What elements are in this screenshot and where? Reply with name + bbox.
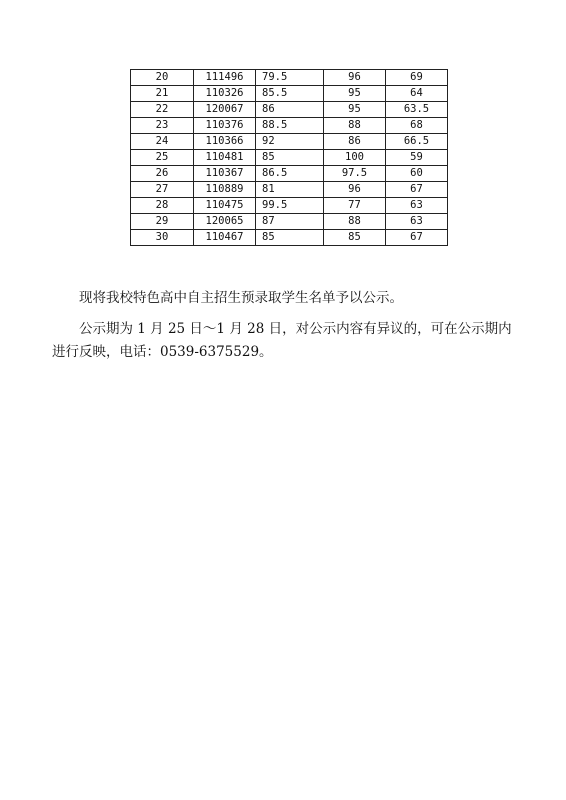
table-row (131, 214, 448, 230)
score-b-cell: 88 (324, 214, 386, 230)
score-b-cell: 77 (324, 198, 386, 214)
score-c-cell: 67 (386, 182, 448, 198)
student-id-cell: 111496 (194, 70, 256, 86)
table-body (131, 70, 448, 246)
table-row (131, 102, 448, 118)
row-number-cell: 30 (131, 230, 194, 246)
score-c-cell: 69 (386, 70, 448, 86)
score-c-cell: 63.5 (386, 102, 448, 118)
score-c-cell: 67 (386, 230, 448, 246)
score-a-cell: 81 (256, 182, 324, 198)
score-a-cell: 85 (256, 150, 324, 166)
row-number-cell: 20 (131, 70, 194, 86)
score-a-cell: 88.5 (256, 118, 324, 134)
table-row (131, 86, 448, 102)
student-id-cell: 120065 (194, 214, 256, 230)
score-b-cell: 95 (324, 102, 386, 118)
row-number-cell: 22 (131, 102, 194, 118)
row-number-cell: 25 (131, 150, 194, 166)
score-b-cell: 96 (324, 182, 386, 198)
score-c-cell: 68 (386, 118, 448, 134)
table-row (131, 134, 448, 150)
score-a-cell: 85.5 (256, 86, 324, 102)
score-c-cell: 63 (386, 214, 448, 230)
table-row (131, 182, 448, 198)
score-a-cell: 86 (256, 102, 324, 118)
score-b-cell: 85 (324, 230, 386, 246)
student-id-cell: 110467 (194, 230, 256, 246)
score-c-cell: 59 (386, 150, 448, 166)
row-number-cell: 29 (131, 214, 194, 230)
table-row (131, 166, 448, 182)
score-b-cell: 88 (324, 118, 386, 134)
row-number-cell: 26 (131, 166, 194, 182)
row-number-cell: 28 (131, 198, 194, 214)
admission-score-table (130, 69, 448, 246)
student-id-cell: 110481 (194, 150, 256, 166)
student-id-cell: 110889 (194, 182, 256, 198)
score-b-cell: 96 (324, 70, 386, 86)
student-id-cell: 110326 (194, 86, 256, 102)
table-row (131, 150, 448, 166)
score-a-cell: 79.5 (256, 70, 324, 86)
score-a-cell: 99.5 (256, 198, 324, 214)
table-row (131, 70, 448, 86)
announcement-paragraph: 现将我校特色高中自主招生预录取学生名单予以公示。 (79, 290, 403, 306)
student-id-cell: 110376 (194, 118, 256, 134)
student-id-cell: 110367 (194, 166, 256, 182)
table-row (131, 118, 448, 134)
score-a-cell: 87 (256, 214, 324, 230)
row-number-cell: 27 (131, 182, 194, 198)
student-id-cell: 120067 (194, 102, 256, 118)
score-a-cell: 85 (256, 230, 324, 246)
student-id-cell: 110475 (194, 198, 256, 214)
score-c-cell: 63 (386, 198, 448, 214)
table-row (131, 230, 448, 246)
student-id-cell: 110366 (194, 134, 256, 150)
row-number-cell: 21 (131, 86, 194, 102)
row-number-cell: 23 (131, 118, 194, 134)
score-a-cell: 86.5 (256, 166, 324, 182)
score-b-cell: 97.5 (324, 166, 386, 182)
score-c-cell: 64 (386, 86, 448, 102)
score-b-cell: 95 (324, 86, 386, 102)
publicity-period-paragraph: 公示期为 1 月 25 日～1 月 28 日，对公示内容有异议的，可在公示期内进行反映，电话：0539-6375529。 (52, 321, 512, 360)
table-row (131, 198, 448, 214)
score-c-cell: 66.5 (386, 134, 448, 150)
score-a-cell: 92 (256, 134, 324, 150)
score-b-cell: 86 (324, 134, 386, 150)
score-c-cell: 60 (386, 166, 448, 182)
score-b-cell: 100 (324, 150, 386, 166)
row-number-cell: 24 (131, 134, 194, 150)
